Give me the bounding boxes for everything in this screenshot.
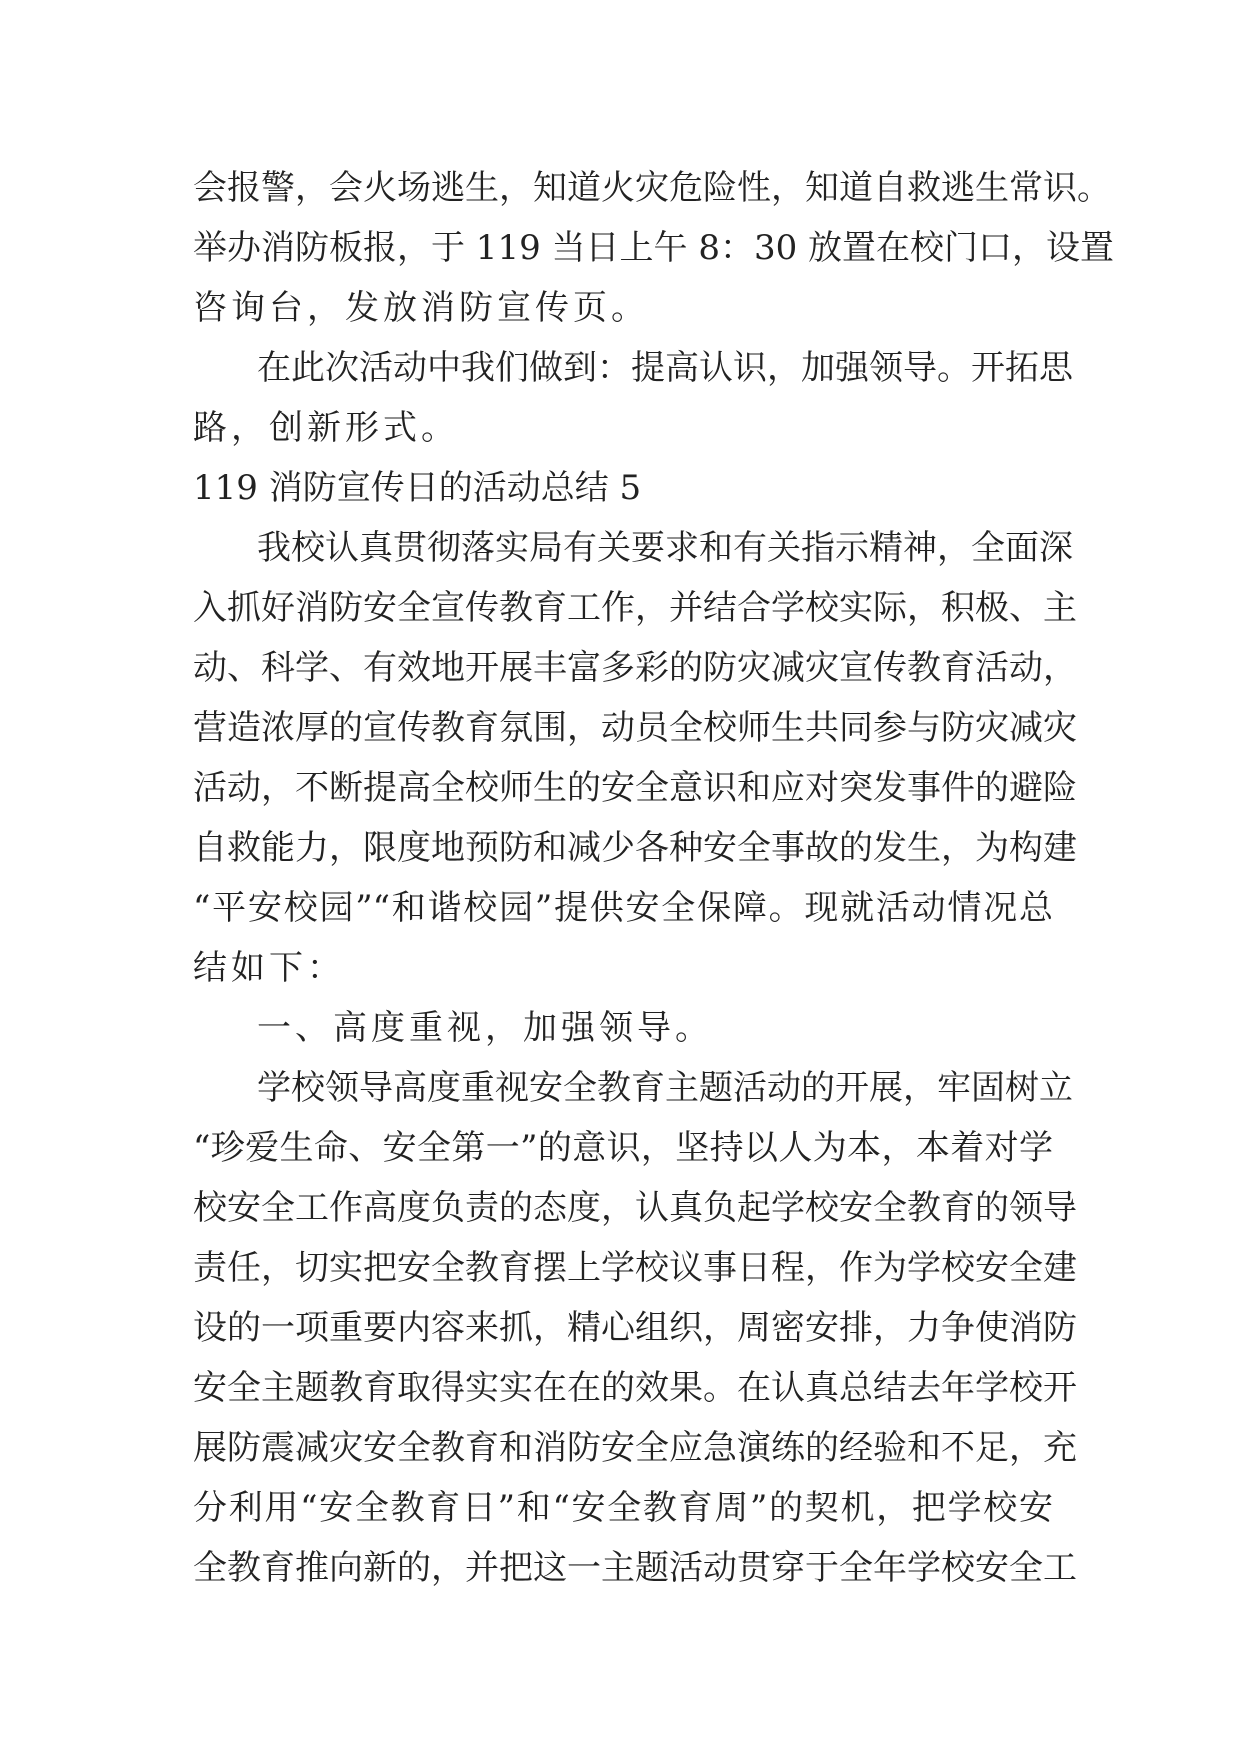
paragraph-start-line: 学校领导高度重视安全教育主题活动的开展，牢固树立 xyxy=(257,1068,1073,1108)
paragraph-start-line: 在此次活动中我们做到：提高认识，加强领导。开拓思 xyxy=(257,348,1073,388)
text-line: 路，创新形式。 xyxy=(193,408,459,448)
text-line: 结如下： xyxy=(193,948,345,988)
text-line: 设的一项重要内容来抓，精心组织，周密安排，力争使消防 xyxy=(193,1308,1077,1348)
text-line: 分利用“安全教育日”和“安全教育周”的契机，把学校安 xyxy=(193,1488,1053,1528)
text-line: 营造浓厚的宣传教育氛围，动员全校师生共同参与防灾减灾 xyxy=(193,708,1077,748)
text-line: 责任，切实把安全教育摆上学校议事日程，作为学校安全建 xyxy=(193,1248,1077,1288)
text-line: 安全主题教育取得实实在在的效果。在认真总结去年学校开 xyxy=(193,1368,1077,1408)
text-line: 全教育推向新的，并把这一主题活动贯穿于全年学校安全工 xyxy=(193,1548,1077,1588)
text-line: 校安全工作高度负责的态度，认真负起学校安全教育的领导 xyxy=(193,1188,1077,1228)
subheading-line: 一、高度重视，加强领导。 xyxy=(257,1008,713,1048)
text-line: 展防震减灾安全教育和消防安全应急演练的经验和不足，充 xyxy=(193,1428,1077,1468)
text-line: 活动，不断提高全校师生的安全意识和应对突发事件的避险 xyxy=(193,768,1077,808)
section-heading: 119 消防宣传日的活动总结 5 xyxy=(193,468,642,508)
text-line: 入抓好消防安全宣传教育工作，并结合学校实际，积极、主 xyxy=(193,588,1077,628)
text-line: “平安校园”“和谐校园”提供安全保障。现就活动情况总 xyxy=(193,888,1053,928)
paragraph-start-line: 我校认真贯彻落实局有关要求和有关指示精神，全面深 xyxy=(257,528,1073,568)
text-line: 举办消防板报，于 119 当日上午 8：30 放置在校门口，设置 xyxy=(193,228,1115,268)
text-line: 咨询台，发放消防宣传页。 xyxy=(193,288,649,328)
text-line: 会报警，会火场逃生，知道火灾危险性，知道自救逃生常识。 xyxy=(193,168,1111,208)
text-line: 自救能力，限度地预防和减少各种安全事故的发生，为构建 xyxy=(193,828,1077,868)
text-line: “珍爱生命、安全第一”的意识，坚持以人为本，本着对学 xyxy=(193,1128,1053,1168)
text-line: 动、科学、有效地开展丰富多彩的防灾减灾宣传教育活动， xyxy=(193,648,1077,688)
